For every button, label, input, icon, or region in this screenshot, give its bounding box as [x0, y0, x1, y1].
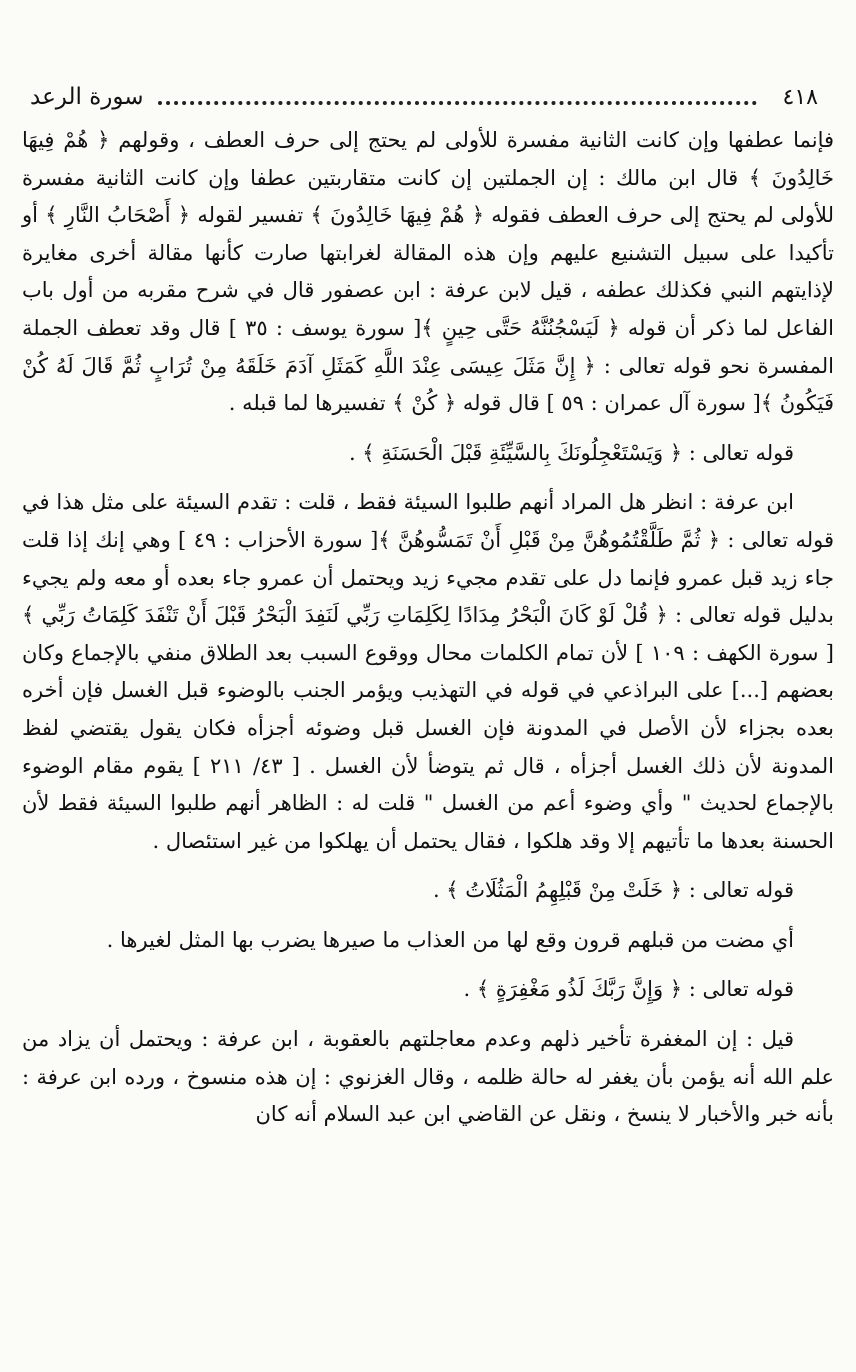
surah-name: سورة الرعد: [30, 84, 144, 110]
paragraph-3: أي مضت من قبلهم قرون وقع لها من العذاب ما صيرها يضرب بها المثل لغيرها .: [106, 927, 794, 952]
verse-heading-1: قوله تعالى : ﴿ وَيَسْتَعْجِلُونَكَ بِالسَّيِّئَةِ قَبْلَ الْحَسَنَةِ ﴾ .: [348, 440, 794, 465]
paragraph-2: ابن عرفة : انظر هل المراد أنهم طلبوا السيئة فقط ، قلت : تقدم السيئة على مثل هذا في قوله تعالى : ﴿ ثُمَّ طَلَّقْتُمُوهُنَّ مِنْ قَبْلِ أَنْ تَمَسُّوهُنَّ ﴾[ سورة الأحزاب : ٤٩ ] وهي إنك إذا قلت جاء زيد قبل عمرو فإنما دل على تقدم مجيء زيد ويحتمل أن عمرو جاء بعده أو معه ولم يجيء بدليل قوله تعالى : ﴿ قُلْ لَوْ كَانَ الْبَحْرُ مِدَادًا لِكَلِمَاتِ رَبِّي لَنَفِدَ الْبَحْرُ قَبْلَ أَنْ تَنْفَدَ كَلِمَاتُ رَبِّي ﴾ [ سورة الكهف : ١٠٩ ] لأن تمام الكلمات محال ووقوع السبب بعد الطلاق منفي بالإجماع وكان بعضهم [...] على البراذعي في قوله في التهذيب ويؤمر الجنب بالوضوء قبل الغسل فإن أخره بعده بجزاء لأن الأصل في المدونة فإن الغسل قبل وضوئه أجزأه فكان يقول يقتضي لفظ المدونة لأن ذلك الغسل أجزأه ، قال ثم يتوضأ لأن الغسل . [ ٤٣/ ٢١١ ] يقوم مقام الوضوء بالإجماع لحديث " وأي وضوء أعم من الغسل " قلت له : الظاهر أنهم طلبوا السيئة فقط لأن الحسنة بعدها ما تأتيهم إلا وقد هلكوا ، فقال يحتمل أن يهلكوا من غير استئصال .: [22, 490, 834, 853]
verse-heading-3: قوله تعالى : ﴿ وَإِنَّ رَبَّكَ لَذُو مَغْفِرَةٍ ﴾ .: [463, 977, 794, 1002]
paragraph-1: فإنما عطفها وإن كانت الثانية مفسرة للأولى لم يحتج إلى حرف العطف ، وقولهم ﴿ هُمْ فِيهَا خَالِدُونَ ﴾ قال ابن مالك : إن الجملتين إن كانت متقاربتين عطفا وإن كانت الثانية مفسرة للأولى لم يحتج إلى حرف العطف فقوله ﴿ هُمْ فِيهَا خَالِدُونَ ﴾ تفسير لقوله ﴿ أَصْحَابُ النَّارِ ﴾ أو تأكيدا على سبيل التشنيع عليهم وإن هذه المقالة لغرابتها صارت كأنها مقالة أخرى مغايرة لإذايتهم النبي فكذلك عطفه ، قيل لابن عرفة : ابن عصفور قال في شرح مقربه من أول باب الفاعل لما ذكر أن قوله ﴿ لَيَسْجُنُنَّهُ حَتَّى حِينٍ ﴾[ سورة يوسف : ٣٥ ] قال وقد تعطف الجملة المفسرة نحو قوله تعالى : ﴿ إِنَّ مَثَلَ عِيسَى عِنْدَ اللَّهِ كَمَثَلِ آدَمَ خَلَقَهُ مِنْ تُرَابٍ ثُمَّ قَالَ لَهُ كُنْ فَيَكُونُ ﴾[ سورة آل عمران : ٥٩ ] قال قوله ﴿ كُنْ ﴾ تفسيرها لما قبله .: [22, 128, 834, 416]
page-body: [22, 122, 834, 1134]
verse-heading-2: قوله تعالى : ﴿ خَلَتْ مِنْ قَبْلِهِمُ الْمَثُلَاتُ ﴾ .: [432, 878, 794, 903]
page-number: ٤١٨: [782, 84, 818, 110]
page-header: [30, 80, 818, 114]
paragraph-4: قيل : إن المغفرة تأخير ذلهم وعدم معاجلتهم بالعقوبة ، ابن عرفة : ويحتمل أن يزاد من علم الله أنه يؤمن بأن يغفر له حالة ظلمه ، وقال الغزنوي : إن هذه منسوخ ، ورده ابن عرفة : بأنه خبر والأخبار لا ينسخ ، ونقل عن القاضي ابن عبد السلام أنه كان: [22, 1027, 834, 1127]
header-dotted-rule: [158, 101, 757, 105]
